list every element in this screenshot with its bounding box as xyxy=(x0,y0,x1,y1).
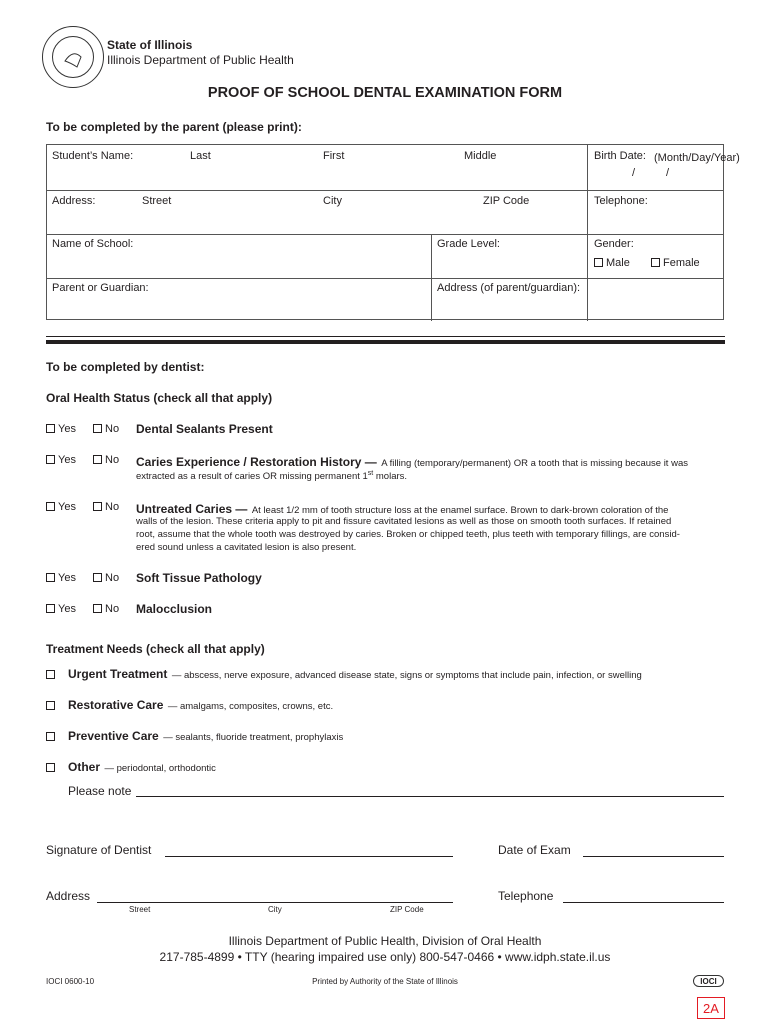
birth-date-slash-2: / xyxy=(666,167,670,179)
untreated-caries-desc-line-3: ered sound unless a cavitated lesion is also present. xyxy=(136,542,357,553)
caries-experience-label: Caries Experience / Restoration History — xyxy=(136,455,377,469)
sealants-yes-option[interactable]: Yes xyxy=(46,423,76,435)
urgent-treatment-option[interactable] xyxy=(46,665,642,683)
dentist-address-field[interactable] xyxy=(97,902,453,903)
dentist-telephone-field[interactable] xyxy=(563,902,724,903)
signature-field[interactable] xyxy=(165,856,453,857)
untreated-caries-desc-line-1: walls of the lesion. These criteria apply to pit and fissure cavitated lesions as well as those on smooth tooth surfaces. If retained xyxy=(136,516,672,527)
address-label: Address: xyxy=(52,195,96,207)
ioci-logo-icon: IOCI xyxy=(693,975,724,987)
student-name-label: Student’s Name: xyxy=(52,150,134,162)
guardian-address-label: Address (of parent/guardian): xyxy=(437,282,581,294)
gender-female-option[interactable] xyxy=(651,257,700,269)
birth-date-format: (Month/Day/Year) xyxy=(654,152,740,164)
malocclusion-label: Malocclusion xyxy=(136,602,213,616)
caries-experience-desc-2: extracted as a result of caries OR missing permanent 1st molars. xyxy=(136,470,408,483)
please-note-field[interactable] xyxy=(136,796,724,797)
page-title: PROOF OF SCHOOL DENTAL EXAMINATION FORM xyxy=(207,85,563,101)
school-label: Name of School: xyxy=(52,238,134,250)
checkbox[interactable] xyxy=(46,502,55,511)
grade-label: Grade Level: xyxy=(437,238,500,250)
date-of-exam-label: Date of Exam xyxy=(498,843,571,857)
male-label: Male xyxy=(606,257,630,269)
caries-experience-yes-option[interactable]: Yes xyxy=(46,454,76,466)
student-name-field[interactable] xyxy=(47,145,587,190)
telephone-label: Telephone: xyxy=(594,195,648,207)
soft-tissue-no-option[interactable]: No xyxy=(93,572,119,584)
printed-by: Printed by Authority of the State of Illinois xyxy=(312,977,458,986)
sealants-no-option[interactable]: No xyxy=(93,423,119,435)
caries-experience-no-option[interactable]: No xyxy=(93,454,119,466)
parent-section-heading: To be completed by the parent (please print): xyxy=(46,120,302,134)
caries-experience-item xyxy=(136,453,688,471)
female-label: Female xyxy=(663,257,700,269)
please-note-label: Please note xyxy=(68,784,132,798)
school-field[interactable] xyxy=(47,235,431,278)
checkbox[interactable] xyxy=(46,455,55,464)
birth-date-field[interactable] xyxy=(588,145,724,190)
preventive-care-option[interactable] xyxy=(46,727,343,745)
state-seal-icon xyxy=(42,26,104,88)
checkbox[interactable] xyxy=(46,573,55,582)
date-of-exam-field[interactable] xyxy=(583,856,724,857)
preventive-care-label: Preventive Care xyxy=(68,729,159,743)
gender-label: Gender: xyxy=(594,238,634,250)
page-badge: 2A xyxy=(697,997,725,1019)
untreated-caries-desc-line-2: root, assume that the whole tooth was destroyed by caries. Broken or chipped teeth, plus teeth with temporary fillings, are consid- xyxy=(136,529,680,540)
checkbox[interactable] xyxy=(93,604,102,613)
dentist-street-label: Street xyxy=(129,905,151,914)
checkbox[interactable] xyxy=(93,502,102,511)
untreated-caries-label: Untreated Caries — xyxy=(136,502,248,516)
untreated-caries-yes-option[interactable]: Yes xyxy=(46,501,76,513)
untreated-caries-desc: At least 1/2 mm of tooth structure loss at the enamel surface. Brown to dark-brown coloration of the xyxy=(251,505,669,516)
restorative-care-checkbox[interactable] xyxy=(46,701,55,710)
dentist-city-label: City xyxy=(268,905,282,914)
malocclusion-yes-option[interactable]: Yes xyxy=(46,603,76,615)
parent-info-table xyxy=(46,144,740,320)
guardian-field[interactable] xyxy=(47,279,431,321)
checkbox[interactable] xyxy=(46,604,55,613)
birth-date-label: Birth Date: xyxy=(594,150,646,162)
preventive-care-desc: — sealants, fluoride treatment, prophylaxis xyxy=(163,732,344,743)
gender-male-option[interactable] xyxy=(594,257,630,269)
oral-health-heading: Oral Health Status (check all that apply) xyxy=(46,391,273,405)
guardian-address-field[interactable] xyxy=(432,279,724,321)
department-name: Illinois Department of Public Health xyxy=(107,53,294,67)
last-name-label: Last xyxy=(190,150,211,162)
urgent-treatment-label: Urgent Treatment xyxy=(68,667,168,681)
male-checkbox[interactable] xyxy=(594,258,603,267)
other-treatment-desc: — periodontal, orthodontic xyxy=(104,763,216,774)
other-treatment-option[interactable] xyxy=(46,758,216,776)
city-label: City xyxy=(323,195,342,207)
grade-field[interactable] xyxy=(432,235,587,278)
sealants-label: Dental Sealants Present xyxy=(136,422,273,436)
guardian-label: Parent or Guardian: xyxy=(52,282,149,294)
treatment-heading: Treatment Needs (check all that apply) xyxy=(46,642,265,656)
soft-tissue-label: Soft Tissue Pathology xyxy=(136,571,262,585)
dentist-section-heading: To be completed by dentist: xyxy=(46,360,205,374)
other-treatment-checkbox[interactable] xyxy=(46,763,55,772)
footer-division: Illinois Department of Public Health, Division of Oral Health xyxy=(228,934,542,948)
first-name-label: First xyxy=(323,150,345,162)
checkbox[interactable] xyxy=(46,424,55,433)
caries-experience-desc: A filling (temporary/permanent) OR a tooth that is missing because it was xyxy=(381,458,688,469)
dentist-telephone-label: Telephone xyxy=(498,889,554,903)
section-divider-thick xyxy=(46,340,725,344)
form-number: IOCI 0600-10 xyxy=(46,977,95,986)
checkbox[interactable] xyxy=(93,424,102,433)
female-checkbox[interactable] xyxy=(651,258,660,267)
checkbox[interactable] xyxy=(93,455,102,464)
untreated-caries-no-option[interactable]: No xyxy=(93,501,119,513)
restorative-care-desc: — amalgams, composites, crowns, etc. xyxy=(167,701,334,712)
telephone-field[interactable] xyxy=(588,191,724,234)
address-field[interactable] xyxy=(47,191,587,234)
restorative-care-label: Restorative Care xyxy=(68,698,164,712)
footer-contact: 217-785-4899 • TTY (hearing impaired use only) 800-547-0466 • www.idph.state.il.us xyxy=(159,950,611,964)
urgent-treatment-desc: — abscess, nerve exposure, advanced disease state, signs or symptoms that include pain, infection, or swelling xyxy=(171,670,642,681)
street-label: Street xyxy=(142,195,172,207)
preventive-care-checkbox[interactable] xyxy=(46,732,55,741)
malocclusion-no-option[interactable]: No xyxy=(93,603,119,615)
zip-label: ZIP Code xyxy=(483,195,530,207)
restorative-care-option[interactable] xyxy=(46,696,333,714)
urgent-treatment-checkbox[interactable] xyxy=(46,670,55,679)
section-divider-thin xyxy=(46,336,725,337)
signature-label: Signature of Dentist xyxy=(46,843,152,857)
birth-date-slash-1: / xyxy=(632,167,636,179)
other-treatment-label: Other xyxy=(68,760,101,774)
dentist-address-label: Address xyxy=(46,889,91,903)
state-name: State of Illinois xyxy=(107,38,193,52)
dentist-zip-label: ZIP Code xyxy=(390,905,424,914)
soft-tissue-yes-option[interactable]: Yes xyxy=(46,572,76,584)
checkbox[interactable] xyxy=(93,573,102,582)
middle-name-label: Middle xyxy=(464,150,497,162)
